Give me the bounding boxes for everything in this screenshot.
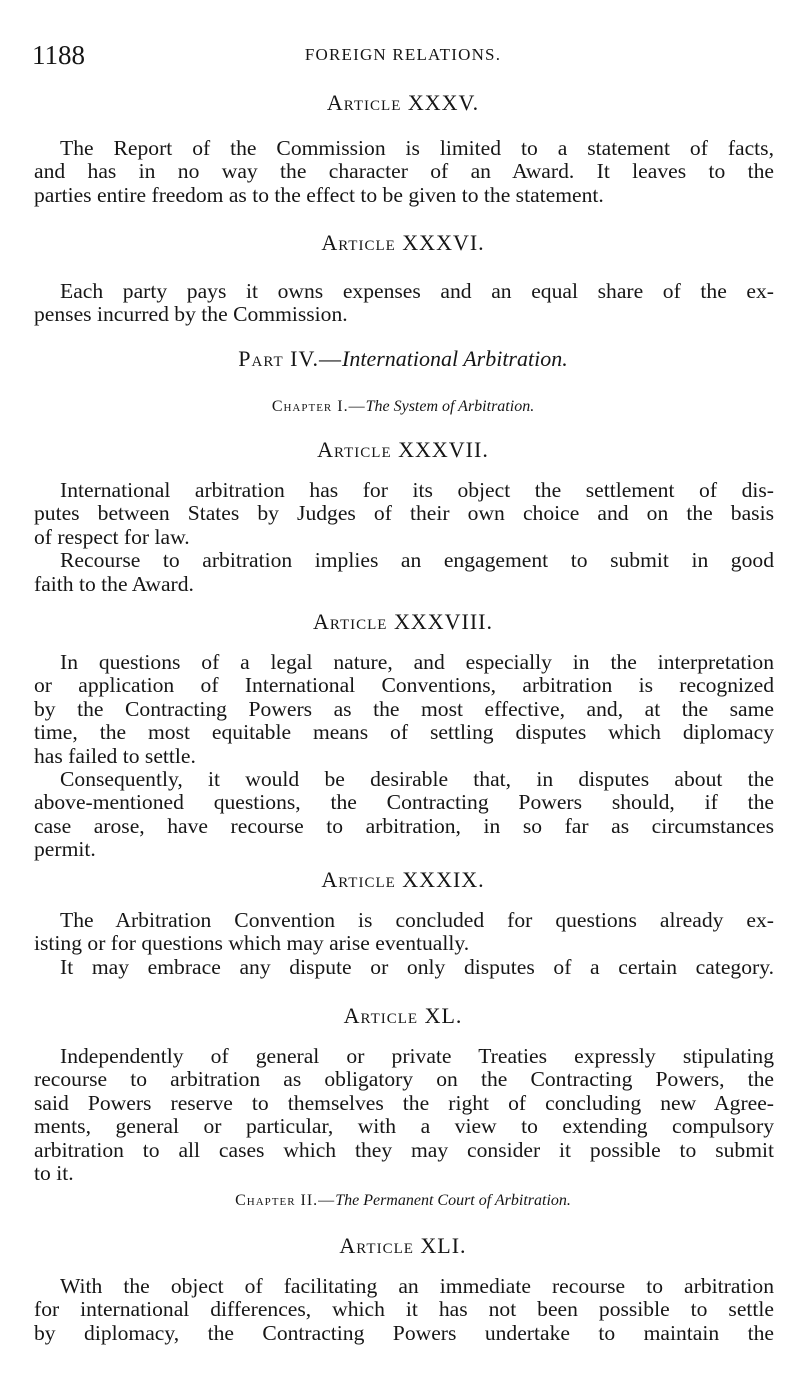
- text-line: The Arbitration Convention is concluded for questions already ex-: [60, 908, 774, 932]
- text-line: case arose, have recourse to arbitration, in so far as circumstances: [34, 813, 774, 838]
- chapter-label: Chapter I.—: [271, 398, 366, 415]
- text-line: faith to the Award.: [34, 571, 194, 596]
- text-line: above-mentioned questions, the Contracting Powers should, if the: [34, 790, 774, 815]
- article-39-text: [34, 909, 774, 979]
- part-label: Part IV.—: [238, 346, 342, 371]
- article-40-heading: Article XL.: [343, 1003, 463, 1028]
- chapter-title: The Permanent Court of Arbitration.: [335, 1192, 571, 1209]
- article-40-text: [34, 1045, 774, 1185]
- article-37-text: [34, 479, 774, 596]
- article-41-text: [34, 1275, 774, 1345]
- article-35-text: [34, 137, 774, 207]
- text-line: for international differences, which it has not been possible to settle: [34, 1297, 774, 1322]
- article-38-heading: Article XXXVIII.: [312, 609, 493, 634]
- text-line: permit.: [34, 837, 96, 862]
- text-line: time, the most equitable means of settling disputes which diplomacy: [34, 720, 774, 745]
- text-line: penses incurred by the Commission.: [34, 302, 348, 327]
- text-line: said Powers reserve to themselves the right of concluding new Agree-: [34, 1090, 774, 1115]
- text-line: With the object of facilitating an immediate recourse to arbitration: [60, 1274, 774, 1298]
- running-title: FOREIGN RELATIONS.: [304, 45, 502, 64]
- chapter-1-heading: [0, 397, 806, 417]
- page-number: 1188: [32, 40, 85, 70]
- text-line: or application of International Conventions, arbitration is recognized: [34, 673, 774, 698]
- text-line: ments, general or particular, with a view to extending compulsory: [34, 1114, 774, 1139]
- text-line: In questions of a legal nature, and especially in the interpretation: [60, 650, 774, 674]
- text-line: Independently of general or private Treaties expressly stipulating: [60, 1044, 774, 1068]
- text-line: and has in no way the character of an Award. It leaves to the: [34, 159, 774, 184]
- article-39-heading: Article XXXIX.: [321, 867, 485, 892]
- text-line: parties entire freedom as to the effect to be given to the statement.: [34, 182, 604, 207]
- text-line: by the Contracting Powers as the most effective, and, at the same: [34, 696, 774, 721]
- chapter-2-heading: [0, 1191, 806, 1211]
- part-title: International Arbitration.: [342, 346, 568, 371]
- article-38-text: [34, 651, 774, 862]
- chapter-title: The System of Arbitration.: [365, 398, 535, 415]
- text-line: International arbitration has for its object the settlement of dis-: [60, 478, 774, 502]
- article-37-heading: Article XXXVII.: [317, 437, 489, 462]
- article-36-heading: Article XXXVI.: [321, 230, 485, 255]
- text-line: isting or for questions which may arise eventually.: [34, 931, 470, 956]
- text-line: Each party pays it owns expenses and an equal share of the ex-: [60, 279, 774, 303]
- text-line: has failed to settle.: [34, 743, 196, 768]
- article-36-text: [34, 280, 774, 327]
- chapter-label: Chapter II.—: [235, 1192, 336, 1209]
- part-heading: [0, 346, 806, 372]
- article-35-heading: Article XXXV.: [326, 90, 480, 115]
- text-line: by diplomacy, the Contracting Powers undertake to maintain the: [34, 1320, 774, 1345]
- text-line: to it.: [34, 1161, 74, 1186]
- text-line: Consequently, it would be desirable that, in disputes about the: [60, 767, 774, 792]
- article-41-heading: Article XLI.: [339, 1233, 467, 1258]
- text-line: arbitration to all cases which they may consider it possible to submit: [34, 1137, 774, 1162]
- text-line: The Report of the Commission is limited to a statement of facts,: [60, 136, 774, 160]
- text-line: recourse to arbitration as obligatory on the Contracting Powers, the: [34, 1067, 774, 1092]
- text-line: putes between States by Judges of their own choice and on the basis: [34, 501, 774, 526]
- text-line: It may embrace any dispute or only disputes of a certain category.: [60, 954, 774, 979]
- text-line: of respect for law.: [34, 524, 190, 549]
- text-line: Recourse to arbitration implies an engagement to submit in good: [60, 548, 774, 573]
